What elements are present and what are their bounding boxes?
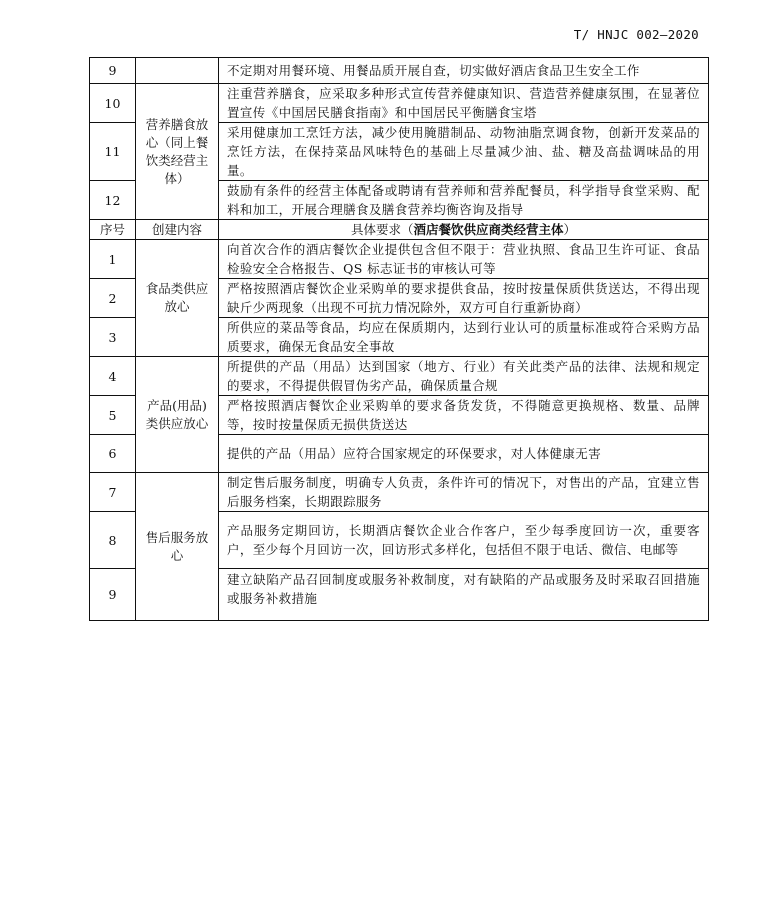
header-req-suffix: ） bbox=[563, 222, 577, 237]
document-code: T/ HNJC 002—2020 bbox=[573, 27, 699, 42]
category-after-sales: 售后服务放心 bbox=[136, 473, 219, 621]
requirement-text: 提供的产品（用品）应符合国家规定的环保要求，对人体健康无害 bbox=[219, 435, 709, 473]
table-row bbox=[90, 84, 709, 123]
requirement-text: 制定售后服务制度，明确专人负责，条件许可的情况下，对售出的产品，宜建立售后服务档案，长期跟踪服务 bbox=[219, 473, 709, 512]
row-number: 8 bbox=[90, 512, 136, 569]
row-number: 9 bbox=[90, 58, 136, 84]
category-product-supply: 产品(用品)类供应放心 bbox=[136, 357, 219, 473]
row-number: 7 bbox=[90, 473, 136, 512]
requirement-text: 严格按照酒店餐饮企业采购单的要求备货发货，不得随意更换规格、数量、品牌等，按时按量保质无损供货送达 bbox=[219, 396, 709, 435]
table-row bbox=[90, 357, 709, 396]
row-number: 11 bbox=[90, 123, 136, 181]
row-number: 9 bbox=[90, 569, 136, 621]
requirement-text: 所提供的产品（用品）达到国家（地方、行业）有关此类产品的法律、法规和规定的要求，不得提供假冒伪劣产品，确保质量合规 bbox=[219, 357, 709, 396]
requirement-text: 不定期对用餐环境、用餐品质开展自查，切实做好酒店食品卫生安全工作 bbox=[219, 58, 709, 84]
requirement-text: 产品服务定期回访，长期酒店餐饮企业合作客户，至少每季度回访一次，重要客户，至少每个月回访一次，回访形式多样化，包括但不限于电话、微信、电邮等 bbox=[219, 512, 709, 569]
header-req-entity: 酒店餐饮供应商类经营主体 bbox=[413, 222, 564, 237]
row-number: 10 bbox=[90, 84, 136, 123]
row-number: 3 bbox=[90, 318, 136, 357]
row-number: 12 bbox=[90, 181, 136, 220]
table-row bbox=[90, 240, 709, 279]
header-req-prefix: 具体要求（ bbox=[350, 222, 414, 237]
header-content: 创建内容 bbox=[136, 220, 219, 240]
requirement-text: 注重营养膳食，应采取多种形式宣传营养健康知识、营造营养健康氛围，在显著位置宣传《中国居民膳食指南》和中国居民平衡膳食宝塔 bbox=[219, 84, 709, 123]
requirement-text: 采用健康加工烹饪方法，减少使用腌腊制品、动物油脂烹调食物，创新开发菜品的烹饪方法，在保持菜品风味特色的基础上尽量减少油、盐、糖及高盐调味品的用量。 bbox=[219, 123, 709, 181]
category-food-supply: 食品类供应放心 bbox=[136, 240, 219, 357]
category-cell-empty bbox=[136, 58, 219, 84]
table-row bbox=[90, 58, 709, 84]
requirement-text: 向首次合作的酒店餐饮企业提供包含但不限于：营业执照、食品卫生许可证、食品检验安全合格报告、QS 标志证书的审核认可等 bbox=[219, 240, 709, 279]
table-row bbox=[90, 473, 709, 512]
requirements-table bbox=[89, 57, 709, 621]
requirement-text: 严格按照酒店餐饮企业采购单的要求提供食品，按时按量保质供货送达，不得出现缺斤少两现象（出现不可抗力情况除外，双方可自行重新协商） bbox=[219, 279, 709, 318]
requirement-text: 鼓励有条件的经营主体配备或聘请有营养师和营养配餐员，科学指导食堂采购、配料和加工，开展合理膳食及膳食营养均衡咨询及指导 bbox=[219, 181, 709, 220]
category-nutrition: 营养膳食放心（同上餐饮类经营主体） bbox=[136, 84, 219, 220]
row-number: 4 bbox=[90, 357, 136, 396]
requirement-text: 所供应的菜品等食品，均应在保质期内，达到行业认可的质量标准或符合采购方品质要求，确保无食品安全事故 bbox=[219, 318, 709, 357]
table-header-row bbox=[90, 220, 709, 240]
requirement-text: 建立缺陷产品召回制度或服务补救制度，对有缺陷的产品或服务及时采取召回措施或服务补救措施 bbox=[219, 569, 709, 621]
row-number: 2 bbox=[90, 279, 136, 318]
row-number: 6 bbox=[90, 435, 136, 473]
header-number: 序号 bbox=[90, 220, 136, 240]
row-number: 1 bbox=[90, 240, 136, 279]
row-number: 5 bbox=[90, 396, 136, 435]
header-requirements bbox=[219, 220, 709, 240]
